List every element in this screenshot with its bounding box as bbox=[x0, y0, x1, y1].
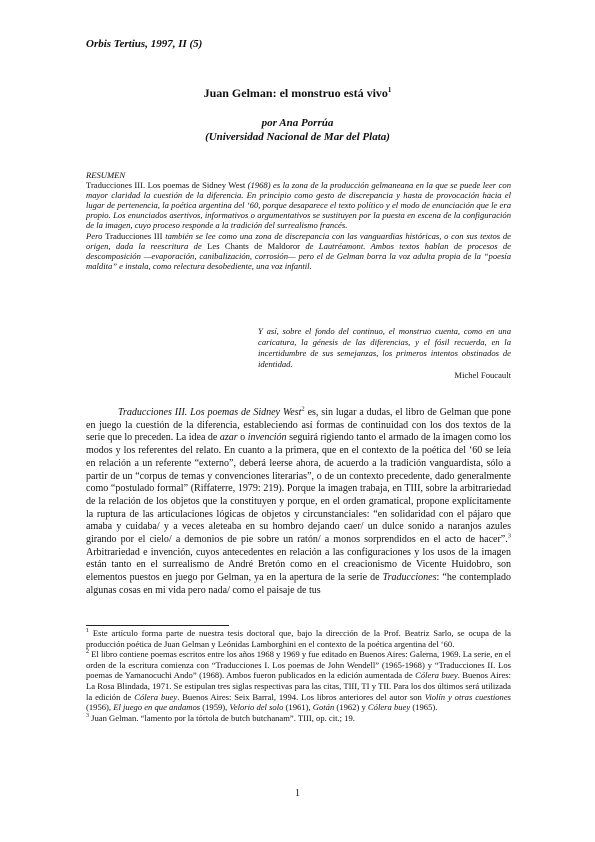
author-affiliation: (Universidad Nacional de Mar del Plata) bbox=[205, 131, 390, 143]
journal-header: Orbis Tertius, 1997, II (5) bbox=[86, 38, 203, 50]
epigraph-author: Michel Foucault bbox=[454, 369, 511, 380]
footnote-ref-2: 2 bbox=[301, 405, 305, 413]
fn2-f: Violín y otras cuestiones bbox=[424, 691, 511, 702]
footnote-1 bbox=[86, 628, 511, 649]
fn2-b: Cólera buey bbox=[415, 670, 458, 681]
body-s2: es, sin lugar a dudas, el libro de Gelman que pone en juego la cuestión de la diferencia, estableciendo así formas de continuidad con los dos textos de la serie que lo preceden. La idea de bbox=[86, 407, 511, 444]
body-paragraph bbox=[86, 407, 511, 598]
fn2-m: (1962) y bbox=[334, 702, 368, 713]
body-s4: o bbox=[237, 432, 248, 444]
footnote-1-text: Este artículo forma parte de nuestra tesis doctoral que, bajo la dirección de la Prof. Beatriz Sarlo, se ocupa de la producción poética de Juan Gelman y Leónidas Lamborghini en el contexto de la poética argentina del ‘60. bbox=[86, 628, 511, 649]
abstract-paragraph-1 bbox=[86, 180, 511, 230]
epigraph-text: Y así, sobre el fondo del continuo, el monstruo cuenta, como en una caricatura, la génesis de las diferencias, y el fósil recuerda, en la incertidumbre de sus semejanzas, los primeros intentos obstinados de identidad. bbox=[258, 326, 511, 369]
fn2-l: Gotán bbox=[312, 702, 335, 713]
footnote-2 bbox=[86, 649, 511, 713]
footnote-ref-3: 3 bbox=[507, 532, 511, 540]
footnote-3-number: 3 bbox=[86, 712, 89, 719]
epigraph bbox=[258, 326, 511, 381]
body-s6: seguirá rigiendo tanto el armado de la imagen como los modos y los referentes del relato. En cuanto a la primera, que en el contexto de la poética del ‘60 se leía en relación a un referente “externo”, deberá leerse ahora, de acuerdo a la tradición vanguardista, sólo a partir de un “corpus de temas y convenciones literarias”, o de un contexto precedente, dado generalmente como “postulado formal” (Riffaterre, 1979: 219). Porque la imagen trabaja, en TIII, sobre la arbitrariedad de la relación de los objetos que la constituyen y porque, en el orden gramatical, propone explícitamente la ruptura de las articulaciones lógicas de objetos y circunstanciales: “en solidaridad con el pájaro que amaba y cuidaba/ y a veces aleteaba en su hombro dejando caer/ un dulce sonido a naranjos azules girando por el cielo/ a demonios de pie sobre un ratón/ a monos sorprendidos en el acto de hacer”. bbox=[86, 432, 512, 546]
abstract-p2-a: Pero bbox=[86, 230, 106, 241]
fn2-c: . Buenos Aires: La Rosa Blindada, 1971. Se estipulan tres siglas respectivas para las citas, TIII, TI y TII. Para los dos últimos será utilizada la edición de bbox=[86, 670, 511, 702]
footnotes bbox=[86, 628, 511, 723]
fn2-k: (1961), bbox=[283, 702, 313, 713]
footnote-1-number: 1 bbox=[86, 628, 89, 635]
fn2-o: (1965). bbox=[410, 702, 438, 713]
footnote-2-number: 2 bbox=[86, 649, 89, 656]
fn2-g: (1956), bbox=[86, 702, 114, 713]
byline bbox=[0, 116, 595, 144]
body-invencion: invención bbox=[247, 432, 287, 444]
fn2-j: Velorio del solo bbox=[229, 702, 284, 713]
footnote-3 bbox=[86, 713, 511, 724]
fn2-i: (1959), bbox=[200, 702, 230, 713]
body-traducciones: Traducciones bbox=[382, 572, 437, 584]
abstract-paragraph-2 bbox=[86, 231, 511, 271]
abstract bbox=[86, 170, 511, 271]
fn2-n: Cólera buey bbox=[367, 702, 411, 713]
title-text: Juan Gelman: el monstruo está vivo bbox=[203, 86, 388, 100]
fn2-h: El juego en que andamos bbox=[113, 702, 201, 713]
title-footnote-ref: 1 bbox=[387, 86, 392, 94]
abstract-heading: RESUMEN bbox=[86, 170, 126, 180]
body-s9: : “he contemplado algunas cosas en mi vida pero nada/ como el paisaje de tus bbox=[86, 572, 511, 596]
fn2-d: Cólera buey bbox=[134, 691, 178, 702]
abstract-p2-c: también se lee como una zona de discrepancia con las vanguardias históricas, o con sus textos de origen, dada la reescritura de bbox=[86, 230, 511, 251]
abstract-p2-book: Traducciones III bbox=[105, 230, 163, 241]
page-number: 1 bbox=[295, 788, 300, 799]
article-title bbox=[0, 86, 595, 101]
body-book-title: Traducciones III. Los poemas de Sidney West bbox=[118, 407, 302, 418]
fn2-e: . Buenos Aires: Seix Barral, 1994. Los libros anteriores del autor son bbox=[177, 691, 425, 702]
abstract-year: (1968) bbox=[245, 180, 274, 191]
author-name: por Ana Porrúa bbox=[261, 117, 334, 129]
footnote-3-text: Juan Gelman. “lamento por la tórtola de butch butchanam”. TIII, op. cit.; 19. bbox=[89, 712, 355, 723]
abstract-p2-e: de Lautréamont. Ambos textos hablan de procesos de descomposición —evaporación, canibalización, corrosión— pero el de Gelman borra la voz adulta propia de la “poesía maldita” e instala, como relectura desobediente, una voz infantil. bbox=[86, 240, 512, 271]
body-s7: Arbitrariedad e invención, cuyos antecedentes en relación a las configuraciones y los usos de la imagen están tanto en el surrealismo de André Bretón como en el creacionismo de Vicente Huidobro, son elementos puestos en juego por Gelman, ya en la apertura de la serie de bbox=[86, 546, 511, 584]
body-text bbox=[86, 407, 511, 598]
abstract-p2-maldoror: Les Chants de Maldoror bbox=[207, 240, 301, 251]
fn2-a: El libro contiene poemas escritos entre los años 1968 y 1969 y fue editado en Buenos Aires: Galerna, 1969. La serie, en el orden de la escritura comienza con “Traducciones I. Los poemas de John Wendell” (1965-1968) y “Traducciones II. Los poemas de Yamanocuchi Ando” (1968). Ambos fueron publicados en la edición aumentada de bbox=[86, 649, 511, 681]
abstract-p1-text: es la zona de la producción gelmaneana en la que se puede leer con mayor claridad la cuestión de la diferencia. En principio como gesto de discrepancia y hasta de provocación hacia el lugar de pertenencia, la poética argentina del ‘60, porque desaparece el texto político y el modo de enunciación que le era propio. Los enunciados asertivos, informativos o argumentativos se sustituyen por la puesta en escena de la configuración de la imagen, cuyo proceso responde a la tradición del surrealismo francés. bbox=[86, 180, 511, 231]
footnote-divider bbox=[86, 625, 229, 626]
body-azar: azar bbox=[219, 432, 238, 444]
abstract-book-title: Traducciones III. Los poemas de Sidney West bbox=[86, 180, 246, 191]
